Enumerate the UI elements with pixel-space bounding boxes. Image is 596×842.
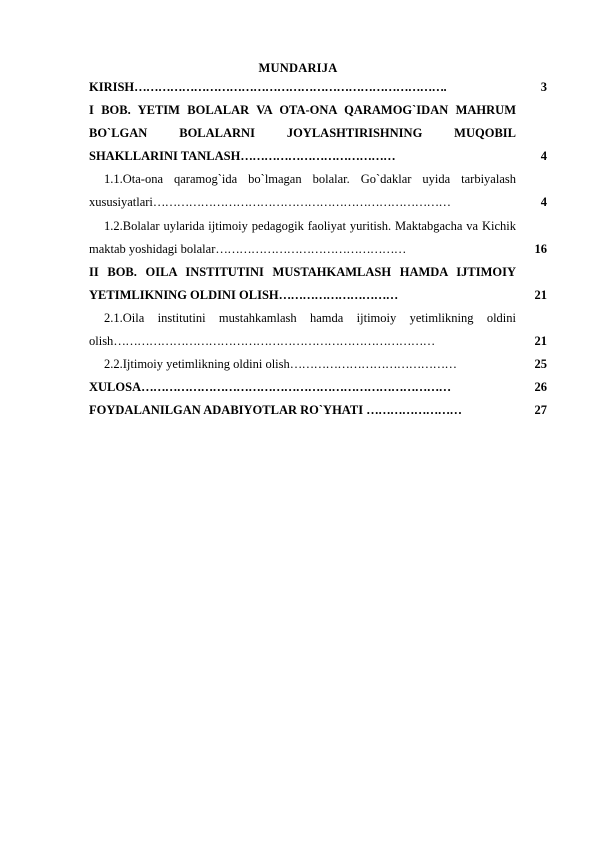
dot-leader: ………………………… <box>278 287 398 302</box>
toc-entry-chapter-1[interactable] <box>89 99 547 168</box>
toc-entry-section-2-2[interactable] <box>89 353 547 376</box>
dot-leader: ……………………………………………………………………. <box>134 80 447 94</box>
toc-entry-section-1-1[interactable] <box>89 168 547 214</box>
dot-leader: ………………………………………… <box>215 241 406 256</box>
table-of-contents <box>89 76 547 422</box>
dot-leader: …………………………………………………………………… <box>141 380 451 395</box>
toc-entry-kirish[interactable] <box>89 76 547 99</box>
toc-page-number: 21 <box>534 287 547 302</box>
page-title: MUNDARIJA <box>258 61 338 75</box>
toc-page-number: 26 <box>534 380 547 395</box>
toc-entry-bibliography[interactable] <box>89 399 547 422</box>
toc-page-number: 3 <box>540 80 547 94</box>
toc-entry-chapter-2[interactable] <box>89 261 547 307</box>
dot-leader: ………………………………… <box>240 149 396 164</box>
toc-entry-text: XULOSA…………………………………………………………………… <box>89 380 451 395</box>
toc-entry-text: KIRISH……………………………………………………………………. <box>89 80 447 94</box>
toc-entry-text: II BOB. OILA INSTITUTINI MUSTAHKAMLASH HAMDA IJTIMOIY YETIMLIKNING OLDINI OLISH………………………… <box>89 264 516 302</box>
toc-entry-text: 2.1.Oila institutini mustahkamlash hamda ijtimoiy yetimlikning oldini olish……………………………………………………………………… <box>89 310 516 349</box>
toc-page-number: 25 <box>534 357 547 372</box>
dot-leader: ……………………………………………………………………… <box>113 334 435 349</box>
toc-entry-text: 1.2.Bolalar uylarida ijtimoiy pedagogik faoliyat yuritish. Maktabgacha va Kichik maktab yoshidagi bolalar………………………………………… <box>89 218 516 256</box>
toc-page-number: 16 <box>534 241 547 256</box>
toc-entry-section-1-2[interactable] <box>89 215 547 261</box>
dot-leader: ………………………………………………………………… <box>152 195 451 210</box>
toc-page-number: 21 <box>534 334 547 349</box>
toc-entry-text: 1.1.Ota-ona qaramog`ida bo`lmagan bolalar. Go`daklar uyida tarbiyalash xususiyatlari………………………………………………………………… <box>89 172 516 210</box>
toc-entry-text: I BOB. YETIM BOLALAR VA OTA-ONA QARAMOG`IDAN MAHRUM BO`LGAN BOLALARNI JOYLASHTIRISHNING MUQOBIL SHAKLLARINI TANLASH………………………………… <box>89 103 516 164</box>
toc-page-number: 4 <box>540 195 547 210</box>
toc-entry-xulosa[interactable] <box>89 376 547 399</box>
toc-entry-text: FOYDALANILGAN ADABIYOTLAR RO`YHATI …………………… <box>89 403 462 418</box>
toc-page-number: 27 <box>534 403 547 418</box>
toc-entry-text: 2.2.Ijtimoiy yetimlikning oldini olish…………………………………… <box>104 357 457 372</box>
toc-entry-section-2-1[interactable] <box>89 307 547 353</box>
dot-leader: …………………………………… <box>289 357 457 372</box>
dot-leader: …………………… <box>366 403 462 418</box>
toc-page-number: 4 <box>540 149 547 164</box>
